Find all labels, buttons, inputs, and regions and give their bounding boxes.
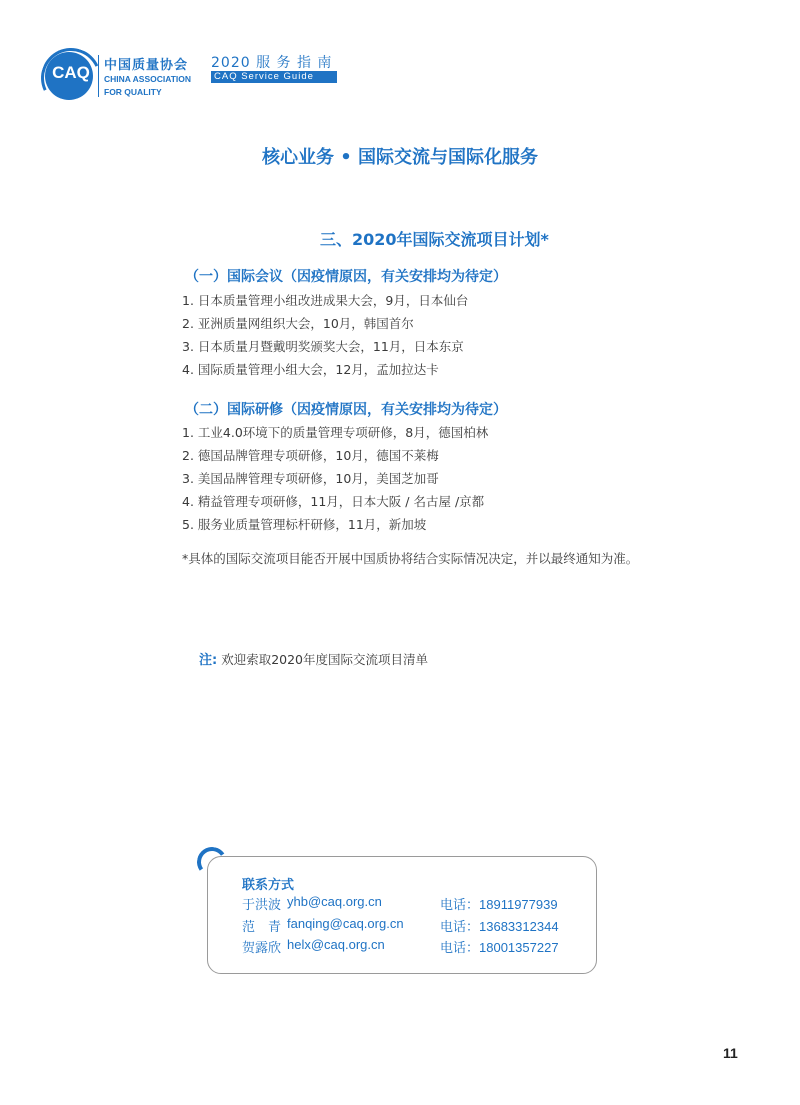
phone-number[interactable]: 18911977939	[479, 897, 558, 912]
contact-phone	[440, 937, 559, 956]
footnote: *具体的国际交流项目能否开展中国质协将结合实际情况决定，并以最终通知为准。	[182, 551, 639, 566]
phone-label: 电话：	[440, 898, 480, 913]
page-number: 11	[723, 1045, 738, 1061]
note-label: 注:	[199, 653, 218, 668]
section-title: 核心业务 • 国际交流与国际化服务	[261, 147, 539, 168]
contact-email[interactable]: yhb@caq.org.cn	[287, 894, 382, 909]
contact-email[interactable]: helx@caq.org.cn	[287, 937, 385, 952]
list-item: 1. 工业4.0环境下的质量管理专项研修，8月，德国柏林	[182, 425, 489, 440]
phone-label: 电话：	[440, 941, 480, 956]
phone-label: 电话：	[440, 920, 480, 935]
list-item: 4. 精益管理专项研修，11月，日本大阪 / 名古屋 /京都	[182, 494, 485, 509]
guide-title: 2020 服 务 指 南	[211, 55, 333, 71]
contact-phone	[440, 894, 558, 913]
list-item: 3. 日本质量月暨戴明奖颁奖大会，11月，日本东京	[182, 339, 464, 354]
contact-name: 贺露欣	[242, 941, 282, 956]
contact-name: 范 青	[242, 920, 282, 935]
org-name-cn: 中国质量协会	[104, 58, 189, 73]
group-heading-conferences: （一）国际会议（因疫情原因，有关安排均为待定）	[185, 269, 507, 285]
phone-number[interactable]: 13683312344	[479, 919, 559, 934]
note	[199, 649, 428, 668]
plan-title: 三、2020年国际交流项目计划*	[320, 230, 549, 249]
contact-email[interactable]: fanqing@caq.org.cn	[287, 916, 404, 931]
logo-divider	[98, 55, 99, 97]
org-name-en-line2: FOR QUALITY	[104, 87, 162, 97]
list-item: 3. 美国品牌管理专项研修，10月，美国芝加哥	[182, 471, 439, 486]
list-item: 1. 日本质量管理小组改进成果大会，9月，日本仙台	[182, 293, 469, 308]
contact-title: 联系方式	[242, 878, 295, 893]
contact-phone	[440, 916, 559, 935]
list-item: 5. 服务业质量管理标杆研修，11月，新加坡	[182, 517, 427, 532]
guide-subtitle: CAQ Service Guide	[211, 71, 337, 83]
phone-number[interactable]: 18001357227	[479, 940, 559, 955]
logo-text: CAQ	[52, 63, 90, 82]
list-item: 4. 国际质量管理小组大会，12月，孟加拉达卡	[182, 362, 439, 377]
org-name-en-line1: CHINA ASSOCIATION	[104, 74, 192, 84]
list-item: 2. 德国品牌管理专项研修，10月，德国不莱梅	[182, 448, 439, 463]
group-heading-study-tours: （二）国际研修（因疫情原因，有关安排均为待定）	[185, 402, 507, 418]
contact-name: 于洪波	[242, 898, 282, 913]
note-text: 欢迎索取2020年度国际交流项目清单	[221, 652, 428, 667]
list-item: 2. 亚洲质量网组织大会，10月，韩国首尔	[182, 316, 414, 331]
